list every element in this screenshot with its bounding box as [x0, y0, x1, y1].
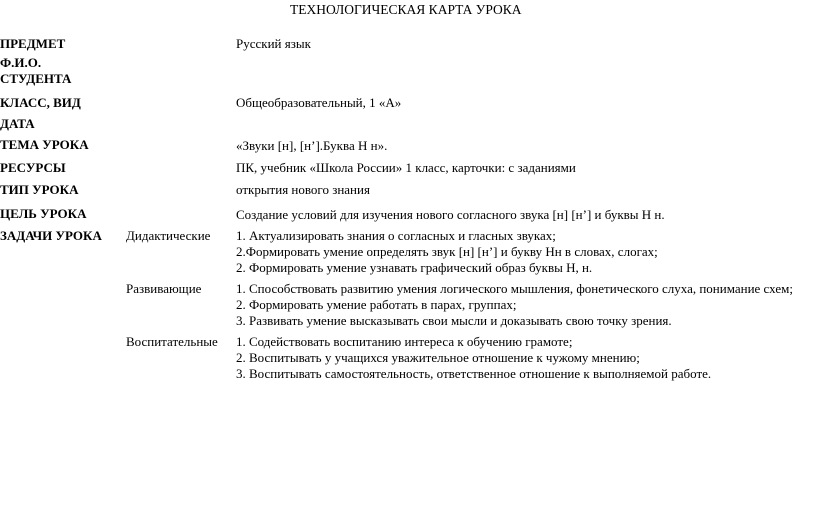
class-label: КЛАСС, ВИД [0, 95, 81, 110]
developing-item-1: 1. Способствовать развитию умения логического мышления, фонетического слуха, понимание схем; [236, 281, 793, 296]
subject-value: Русский язык [236, 36, 311, 51]
document-title: ТЕХНОЛОГИЧЕСКАЯ КАРТА УРОКА [290, 2, 522, 17]
class-value: Общеобразовательный, 1 «А» [236, 95, 402, 110]
date-label: ДАТА [0, 116, 35, 131]
didactic-item-2: 2.Формировать умение определять звук [н] [н’] и букву Нн в словах, слогах; [236, 244, 658, 259]
student-label-line1: Ф.И.О. [0, 55, 42, 70]
resources-label: РЕСУРСЫ [0, 160, 66, 175]
upbringing-item-3: 3. Воспитывать самостоятельность, ответственное отношение к выполняемой работе. [236, 366, 712, 381]
resources-value: ПК, учебник «Школа России» 1 класс, карточки: с заданиями [236, 160, 576, 175]
developing-category: Развивающие [126, 281, 202, 296]
topic-value: «Звуки [н], [н’].Буква Н н». [236, 138, 388, 153]
upbringing-item-2: 2. Воспитывать у учащихся уважительное отношение к чужому мнению; [236, 350, 640, 365]
goal-label: ЦЕЛЬ УРОКА [0, 206, 87, 221]
topic-label: ТЕМА УРОКА [0, 137, 89, 152]
developing-item-3: 3. Развивать умение высказывать свои мысли и доказывать свою точку зрения. [236, 313, 672, 328]
upbringing-category: Воспитательные [126, 334, 218, 349]
subject-label: ПРЕДМЕТ [0, 36, 66, 51]
student-label-line2: СТУДЕНТА [0, 71, 72, 86]
didactic-item-1: 1. Актуализировать знания о согласных и гласных звуках; [236, 228, 556, 243]
developing-item-2: 2. Формировать умение работать в парах, группах; [236, 297, 517, 312]
lesson-type-value: открытия нового знания [236, 182, 370, 197]
goal-value: Создание условий для изучения нового согласного звука [н] [н’] и буквы Н н. [236, 207, 665, 222]
lesson-type-label: ТИП УРОКА [0, 182, 79, 197]
tasks-label: ЗАДАЧИ УРОКА [0, 228, 102, 243]
didactic-category: Дидактические [126, 228, 211, 243]
upbringing-item-1: 1. Содействовать воспитанию интереса к обучению грамоте; [236, 334, 573, 349]
didactic-item-3: 2. Формировать умение узнавать графический образ буквы Н, н. [236, 260, 593, 275]
